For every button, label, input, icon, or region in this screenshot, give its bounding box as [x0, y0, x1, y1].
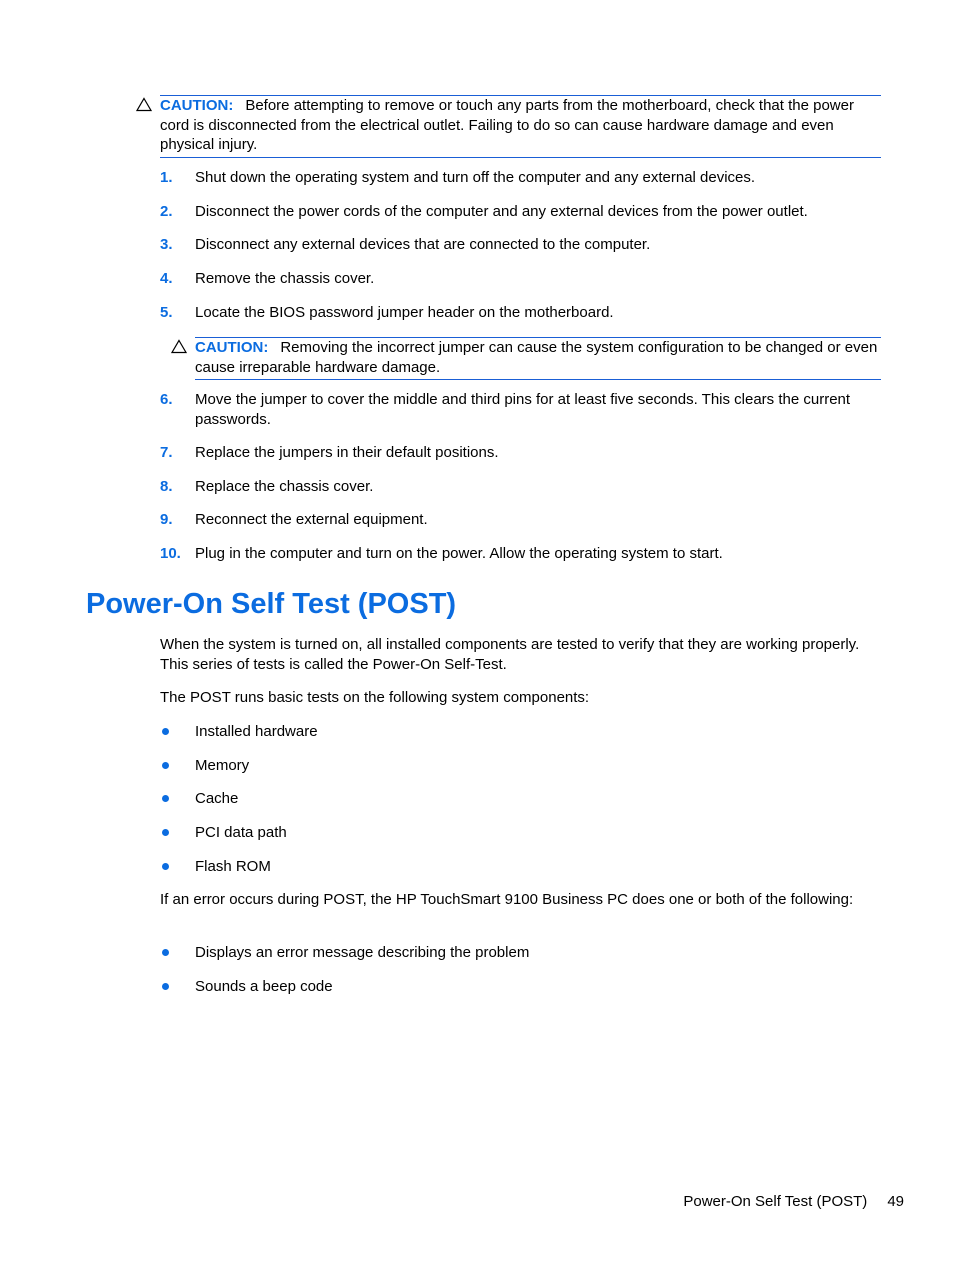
list-item	[160, 269, 860, 289]
step-number: 4.	[160, 270, 173, 287]
step-text: Replace the jumpers in their default positions.	[195, 444, 499, 461]
component-text: Cache	[195, 790, 239, 807]
error-intro: If an error occurs during POST, the HP TouchSmart 9100 Business PC does one or both of the following:	[160, 891, 854, 908]
bullet-icon	[162, 983, 169, 990]
step-number: 1.	[160, 169, 173, 186]
list-item	[160, 756, 860, 776]
step-number: 2.	[160, 203, 173, 220]
bullet-icon	[162, 949, 169, 956]
step-text: Plug in the computer and turn on the power. Allow the operating system to start.	[195, 545, 723, 562]
step-number: 6.	[160, 391, 173, 408]
list-item	[160, 722, 860, 742]
step-text: Move the jumper to cover the middle and third pins for at least five seconds. This clears the current passwords.	[195, 391, 851, 428]
caution-label: CAUTION:	[160, 97, 234, 114]
bullet-icon	[162, 795, 169, 802]
list-item	[160, 857, 860, 877]
list-item	[160, 235, 860, 255]
component-text: PCI data path	[195, 824, 287, 841]
caution-triangle-icon	[171, 339, 187, 354]
step-text: Replace the chassis cover.	[195, 478, 374, 495]
step-number: 8.	[160, 478, 173, 495]
list-item	[160, 168, 860, 188]
bullet-icon	[162, 829, 169, 836]
caution-text: Removing the incorrect jumper can cause the system configuration to be changed or even cause irreparable hardware damage.	[195, 339, 878, 376]
component-text: Memory	[195, 757, 250, 774]
caution-triangle-icon	[136, 97, 152, 112]
step-text: Remove the chassis cover.	[195, 270, 375, 287]
step-number: 3.	[160, 236, 173, 253]
list-item	[160, 544, 860, 564]
component-text: Flash ROM	[195, 858, 271, 875]
list-item	[160, 943, 860, 963]
section-intro: When the system is turned on, all installed components are tested to verify that they are working properly. This series of tests is called the Power-On Self-Test.	[160, 636, 860, 673]
bullet-icon	[162, 728, 169, 735]
step-text: Disconnect the power cords of the computer and any external devices from the power outlet.	[195, 203, 808, 220]
caution-label: CAUTION:	[195, 339, 269, 356]
step-text: Disconnect any external devices that are connected to the computer.	[195, 236, 651, 253]
error-action-text: Displays an error message describing the problem	[195, 944, 530, 961]
step-number: 7.	[160, 444, 173, 461]
footer-title: Power-On Self Test (POST)	[683, 1193, 868, 1210]
step-number: 5.	[160, 304, 173, 321]
step-number: 9.	[160, 511, 173, 528]
step-text: Locate the BIOS password jumper header on the motherboard.	[195, 304, 614, 321]
step-number: 10.	[160, 545, 181, 562]
step-text: Shut down the operating system and turn off the computer and any external devices.	[195, 169, 756, 186]
list-item	[160, 977, 860, 997]
list-item	[160, 202, 860, 222]
list-item	[160, 303, 860, 323]
section-lead: The POST runs basic tests on the following system components:	[160, 689, 590, 706]
error-action-text: Sounds a beep code	[195, 978, 333, 995]
page-footer	[683, 1192, 904, 1212]
component-text: Installed hardware	[195, 723, 318, 740]
list-item	[160, 477, 860, 497]
bullet-icon	[162, 863, 169, 870]
bullet-icon	[162, 762, 169, 769]
list-item	[160, 390, 860, 430]
list-item	[160, 789, 860, 809]
section-heading: Power-On Self Test (POST)	[86, 588, 457, 620]
list-item	[160, 510, 860, 530]
list-item	[160, 823, 860, 843]
list-item	[160, 443, 860, 463]
caution-box-2	[195, 337, 881, 380]
caution-box-1	[160, 95, 881, 158]
page-number: 49	[887, 1193, 904, 1210]
step-text: Reconnect the external equipment.	[195, 511, 428, 528]
caution-text: Before attempting to remove or touch any parts from the motherboard, check that the power cord is disconnected from the electrical outlet. Failing to do so can cause hardware damage and even physical injury.	[160, 97, 854, 153]
